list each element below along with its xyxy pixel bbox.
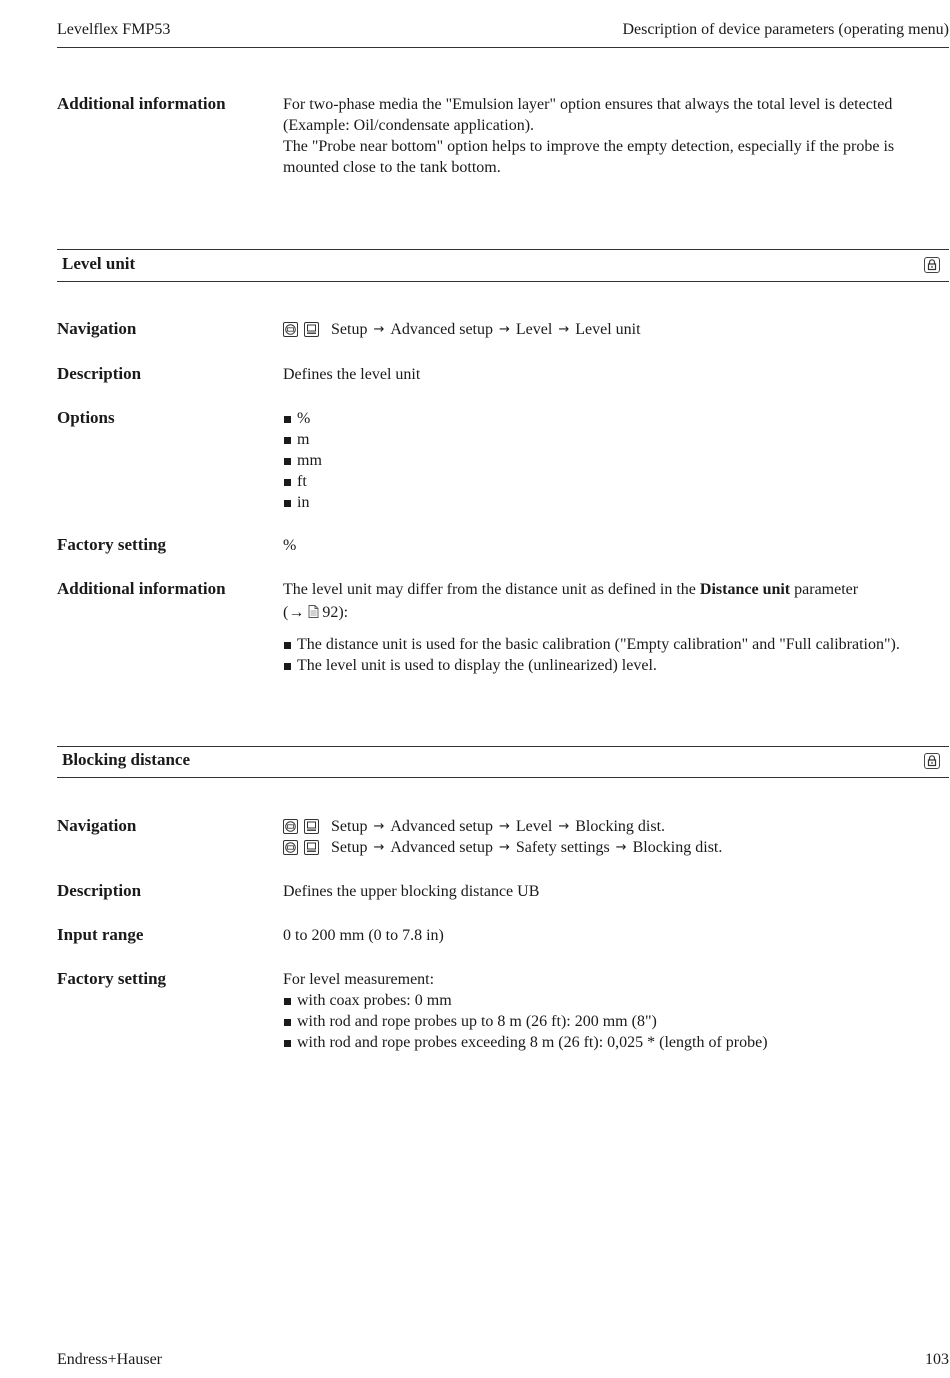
arrow-right-icon: →: [499, 840, 510, 855]
footer-company: Endress+Hauser: [57, 1351, 162, 1368]
section-rule-bottom: [57, 281, 949, 282]
arrow-right-icon: →: [615, 840, 627, 855]
operating-tool-icon: [283, 819, 298, 834]
nav-step: Safety settings: [515, 839, 610, 856]
page-reference-icon: [308, 603, 319, 624]
nav-step: Blocking dist.: [575, 818, 666, 835]
nav-step: Blocking dist.: [632, 839, 723, 856]
nav-step: Advanced setup: [390, 839, 493, 856]
text-line: The level unit may differ from the distance unit as defined in the: [283, 581, 700, 598]
list-item: mm: [283, 450, 942, 471]
section-title-level-unit: Level unit: [62, 254, 136, 273]
header-rule: [57, 47, 949, 48]
arrow-right-icon: →: [499, 819, 510, 834]
factory-setting-label: Factory setting: [57, 535, 167, 554]
nav-step: Level: [515, 818, 553, 835]
description-label: Description: [57, 364, 142, 383]
nav-step: Advanced setup: [390, 321, 493, 338]
section-title-blocking-distance: Blocking distance: [62, 750, 190, 769]
text-line: For level measurement:: [283, 971, 435, 988]
arrow-right-icon: →: [558, 322, 570, 337]
additional-info-label: Additional information: [57, 579, 226, 598]
options-list: [283, 408, 942, 513]
display-icon: [304, 819, 319, 834]
operating-tool-icon: [283, 322, 298, 337]
arrow-right-icon: →: [499, 322, 510, 337]
page-number: 103: [925, 1351, 949, 1368]
arrow-right-icon: →: [373, 819, 385, 834]
description-text: Defines the level unit: [283, 366, 421, 383]
page-reference: 92):: [322, 604, 349, 621]
text-line: mounted close to the tank bottom.: [283, 159, 501, 176]
display-icon: [304, 322, 319, 337]
nav-step: Setup: [331, 839, 368, 856]
navigation-label: Navigation: [57, 816, 137, 835]
description-text: Defines the upper blocking distance UB: [283, 883, 540, 900]
list-item: %: [283, 408, 942, 429]
navigation-path: [283, 816, 942, 858]
factory-setting-value: [283, 969, 942, 1053]
navigation-label: Navigation: [57, 319, 137, 338]
description-label: Description: [57, 881, 142, 900]
list-item: with rod and rope probes exceeding 8 m (26 ft): 0,025 * (length of probe): [283, 1032, 942, 1053]
navigation-path: [283, 319, 942, 340]
nav-step: Level unit: [575, 321, 641, 338]
operating-tool-icon: [283, 840, 298, 855]
arrow-right-icon: →: [373, 840, 385, 855]
lock-icon: [924, 753, 940, 769]
factory-setting-label: Factory setting: [57, 969, 167, 988]
header-product-name: Levelflex FMP53: [57, 21, 171, 38]
reference-open: (→: [283, 604, 309, 621]
text-line: The "Probe near bottom" option helps to improve the empty detection, especially if the probe is: [283, 138, 895, 155]
list-item: ft: [283, 471, 942, 492]
list-item: m: [283, 429, 942, 450]
display-icon: [304, 840, 319, 855]
list-item: in: [283, 492, 942, 513]
header-section-title: Description of device parameters (operating menu): [622, 21, 949, 38]
section-rule-top: [57, 249, 949, 250]
arrow-right-icon: →: [558, 819, 570, 834]
parameter-reference: Distance unit: [699, 581, 791, 598]
additional-info-label: Additional information: [57, 94, 226, 113]
section-rule-bottom: [57, 777, 949, 778]
section-rule-top: [57, 746, 949, 747]
options-label: Options: [57, 408, 115, 427]
list-item: with coax probes: 0 mm: [283, 990, 942, 1011]
list-item: The distance unit is used for the basic calibration ("Empty calibration" and "Full calibration").: [283, 634, 942, 655]
nav-step: Advanced setup: [390, 818, 493, 835]
text-line: (Example: Oil/condensate application).: [283, 117, 535, 134]
text-line: For two-phase media the "Emulsion layer" option ensures that always the total level is detected: [283, 96, 893, 113]
factory-setting-value: %: [283, 537, 297, 554]
list-item: The level unit is used to display the (unlinearized) level.: [283, 655, 942, 676]
text-line: parameter: [790, 581, 859, 598]
nav-step: Setup: [331, 818, 368, 835]
nav-step: Setup: [331, 321, 368, 338]
input-range-value: 0 to 200 mm (0 to 7.8 in): [283, 927, 444, 944]
input-range-label: Input range: [57, 925, 144, 944]
list-item: with rod and rope probes up to 8 m (26 ft): 200 mm (8"): [283, 1011, 942, 1032]
lock-icon: [924, 257, 940, 273]
nav-step: Level: [515, 321, 553, 338]
arrow-right-icon: →: [373, 322, 385, 337]
additional-info-text: [283, 579, 942, 676]
additional-info-text: [283, 94, 942, 178]
